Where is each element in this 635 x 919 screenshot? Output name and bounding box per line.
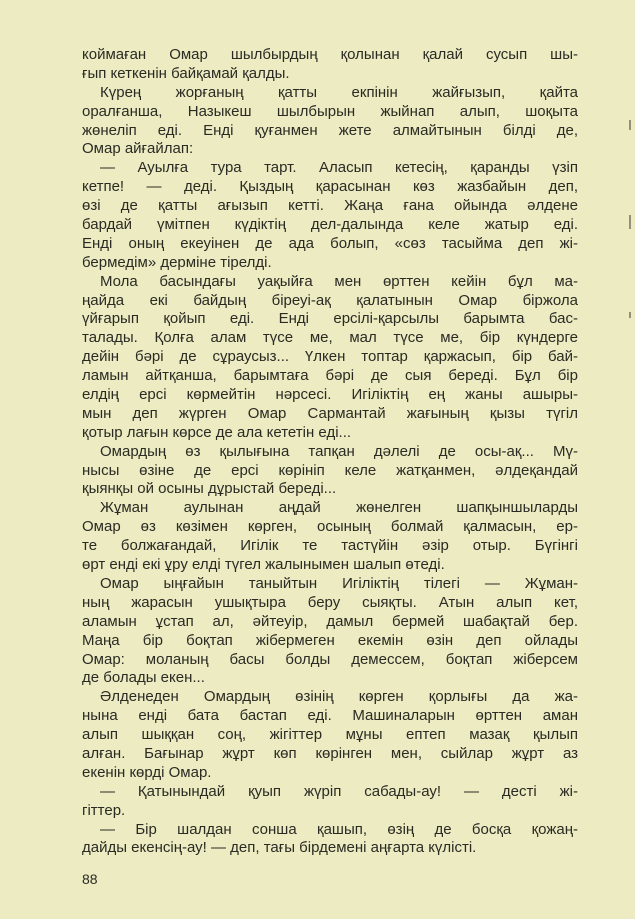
scan-edge-mark bbox=[629, 120, 631, 130]
text-line: нына енді бата бастап еді. Машиналарын өрттен аман bbox=[82, 707, 578, 725]
text-line: елдің ерсі көрмейтін нәрсесі. Игіліктің ең жаны ашыры- bbox=[82, 386, 578, 404]
text-line: Жұман аулынан аңдай жөнелген шапқыншыларды bbox=[100, 499, 578, 517]
paragraph bbox=[82, 443, 578, 500]
text-line: ның жарасын ушықтыра беру сыяқты. Атын алып кет, bbox=[82, 593, 578, 611]
text-line: талады. Қолға алам түсе ме, мал түсе ме, бір күндерге bbox=[82, 329, 578, 347]
paragraph bbox=[82, 821, 578, 859]
text-line: — Ауылға тура тарт. Аласып кетесің, қаранды үзіп bbox=[100, 159, 578, 177]
text-line: дайды екенсің-ау! — деп, тағы бірдемені аңғарта күлісті. bbox=[82, 839, 477, 857]
text-line: Омар айғайлап: bbox=[82, 140, 194, 158]
text-line: Омар өз көзімен көрген, осының болмай қалмасын, ер- bbox=[82, 518, 578, 536]
text-line: Әлденеден Омардың өзінің көрген қорлығы да жа- bbox=[100, 688, 578, 706]
text-line: үйғарып қойып еді. Енді ерсілі-қарсылы барымта бас- bbox=[82, 310, 578, 328]
paragraph bbox=[82, 783, 578, 821]
text-line: Енді оның екеуінен де ада болып, «сөз тасыйма деп жі- bbox=[82, 234, 578, 252]
paragraph bbox=[82, 575, 578, 688]
text-line: бермедім» дерміне тірелді. bbox=[82, 253, 272, 271]
paragraph bbox=[82, 273, 578, 443]
text-line: жөнеліп еді. Енді қуғанмен жете алмайтынын білді де, bbox=[82, 121, 578, 139]
text-line: дейін бәрі де сұраусыз... Үлкен топтар қаржасып, бір бай- bbox=[82, 348, 578, 366]
scan-edge-mark bbox=[629, 312, 631, 318]
text-line: бардай үмітпен күдіктің дел-далында келе жатыр еді. bbox=[82, 216, 578, 234]
text-line: ламын айтқанша, барымтаға бәрі де сыя береді. Бұл бір bbox=[82, 367, 578, 385]
text-line: Маңа бір боқтап жібермеген екемін өзін деп ойлады bbox=[82, 631, 578, 649]
text-line: өрт енді екі ұру елді түгел жалынымен шалып өтеді. bbox=[82, 556, 445, 574]
text-line: — Қатынындай қуып жүріп сабады-ау! — десті жі- bbox=[100, 782, 578, 800]
text-line: алған. Бағынар жұрт көп көрінген мен, сыйлар жұрт аз bbox=[82, 744, 578, 762]
text-line: Омар: моланың басы болды демессем, боқтап жіберсем bbox=[82, 650, 578, 668]
paragraph bbox=[82, 688, 578, 782]
text-line: ңайда екі байдың біреуі-ақ қалатынын Омар біржола bbox=[82, 291, 578, 309]
text-line: ғып кеткенін байқамай қалды. bbox=[82, 64, 290, 82]
text-line: екенін көрді Омар. bbox=[82, 763, 212, 781]
text-line: Омар ыңғайын таныйтын Игіліктің тілегі — Жұман- bbox=[100, 574, 578, 592]
text-line: алып шыққан соң, жігіттер мұны ептеп мазақ қылып bbox=[82, 726, 578, 744]
text-line: Мола басындағы уақыйға мен өрттен кейін бұл ма- bbox=[100, 272, 578, 290]
book-page-text bbox=[82, 46, 578, 858]
text-line: гіттер. bbox=[82, 801, 126, 819]
text-line: — Бір шалдан сонша қашып, өзің де босқа қожаң- bbox=[100, 820, 578, 838]
text-line: де болады екен... bbox=[82, 669, 205, 687]
paragraph bbox=[82, 46, 578, 84]
paragraph bbox=[82, 499, 578, 575]
text-line: өзі де қатты ағызып кетті. Жаңа ғана ойында әлдене bbox=[82, 197, 578, 215]
text-line: Омардың өз қылығына тапқан дәлелі де осы-ақ... Мү- bbox=[100, 442, 578, 460]
text-line: нысы өзіне де ерсі көрініп келе жатқанмен, әлдеқандай bbox=[82, 461, 578, 479]
text-line: коймаған Омар шылбырдың қолынан қалай сусып шы- bbox=[82, 46, 578, 63]
text-line: те болжағандай, Игілік те тастүйін әзір отыр. Бүгінгі bbox=[82, 537, 578, 555]
text-line: аламын ұстап ал, әйтеуір, дамыл бермей шабақтай бер. bbox=[82, 612, 578, 630]
text-line: кетпе! — деді. Қыздың қарасынан көз жазбайын деп, bbox=[82, 178, 578, 196]
text-line: қыянқы ой осыны дұрыстай береді... bbox=[82, 480, 337, 498]
text-line: қотыр лағын көрсе де ала кететін еді... bbox=[82, 423, 352, 441]
text-line: мын деп жүрген Омар Сармантай жағының қызы түгіл bbox=[82, 404, 578, 422]
text-line: оралғанша, Назыкеш шылбырын жыйнап алып, шоқыта bbox=[82, 102, 578, 120]
paragraph bbox=[82, 159, 578, 272]
paragraph bbox=[82, 84, 578, 160]
scan-edge-mark bbox=[629, 215, 631, 229]
text-line: Күрең жорғаның қатты екпінін жайғызып, қайта bbox=[100, 83, 578, 101]
page-number: 88 bbox=[82, 871, 98, 887]
